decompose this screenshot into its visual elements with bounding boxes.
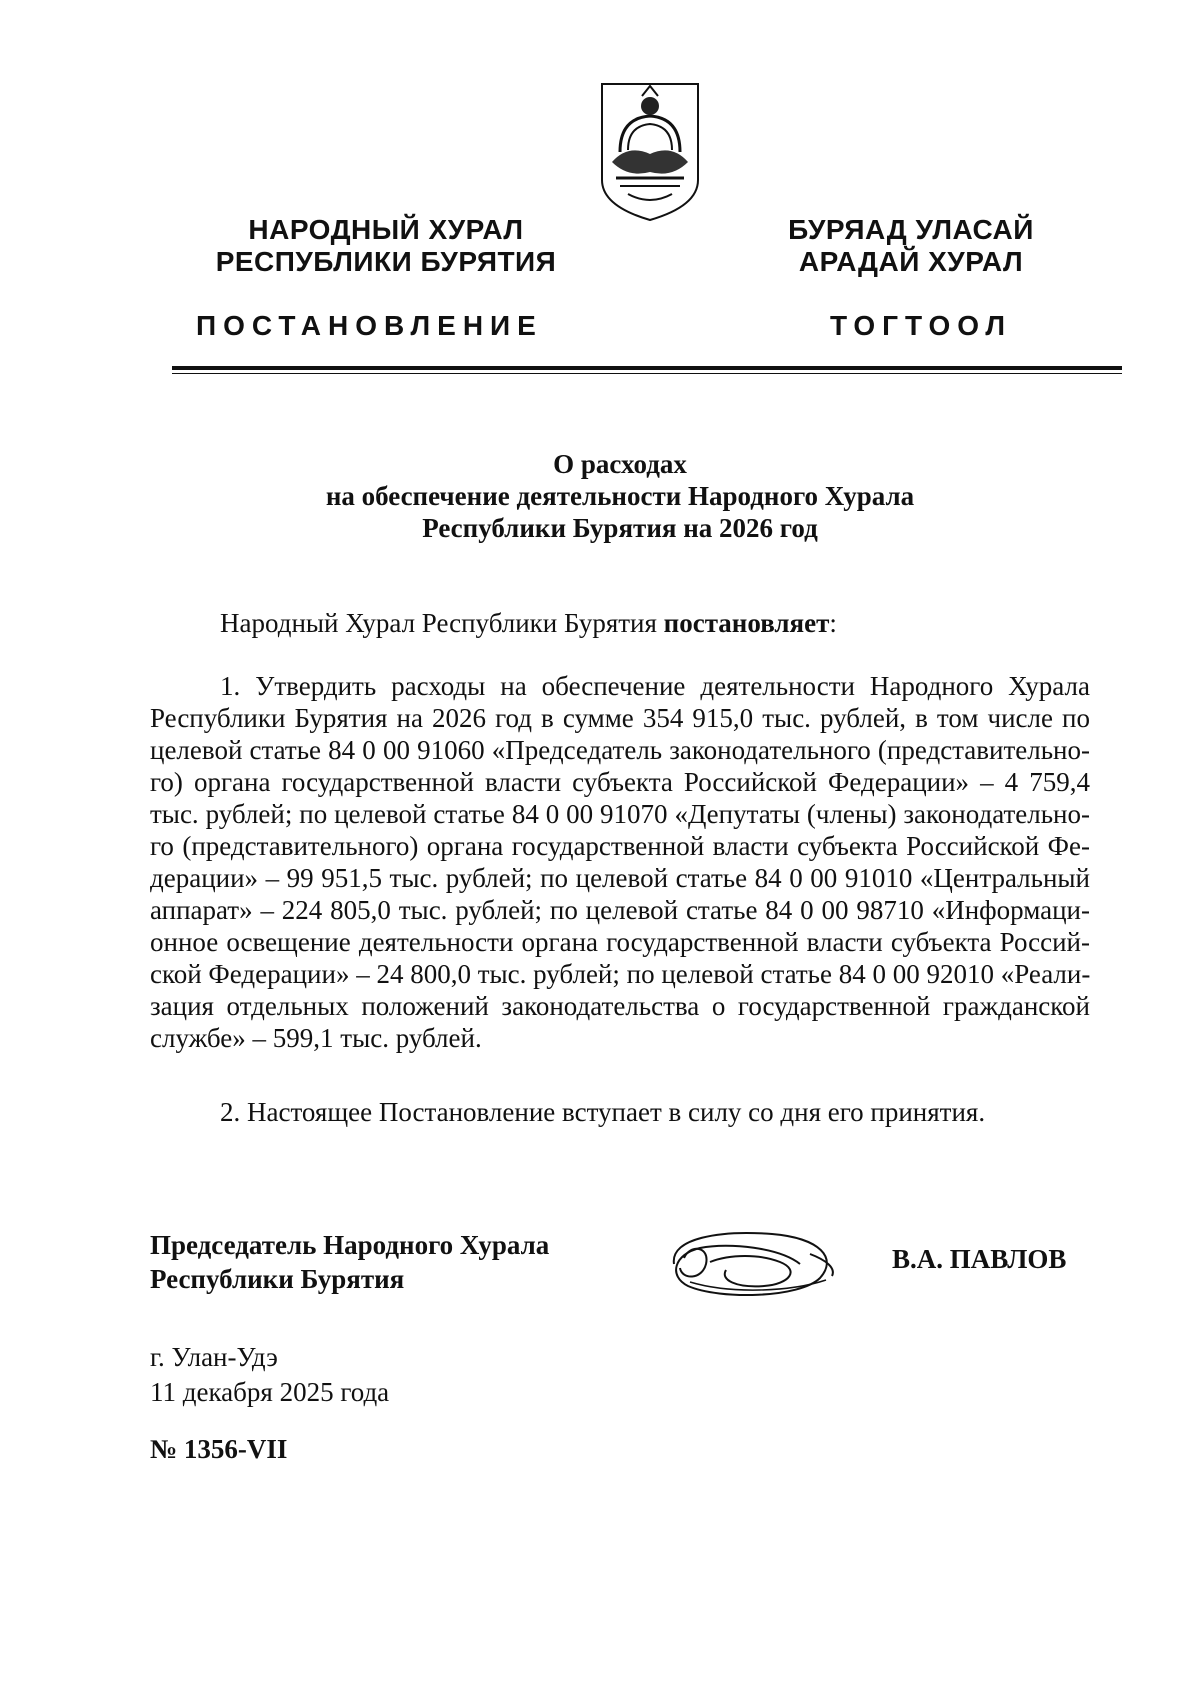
- paragraph-1-line: дерации» – 99 951,5 тыс. рублей; по целевой статье 84 0 00 91010 «Центральный: [150, 863, 1090, 893]
- title-line-2: на обеспечение деятельности Народного Хурала: [325, 481, 915, 511]
- header-right-org-name: [766, 214, 1056, 278]
- paragraph-1-line: онное освещение деятельности органа государственной власти субъекта Россий-: [150, 927, 1090, 957]
- signatory-title: [150, 1228, 549, 1296]
- intro-text: Народный Хурал Республики Бурятия: [220, 608, 657, 638]
- paragraph-1-line: зация отдельных положений законодательства о государственной гражданской: [150, 991, 1090, 1021]
- intro-colon: :: [829, 608, 837, 638]
- coat-of-arms-icon: [598, 82, 702, 222]
- title-line-3: Республики Бурятия на 2026 год: [422, 513, 818, 543]
- intro-keyword: постановляет: [663, 608, 830, 638]
- signatory-name: В.А. ПАВЛОВ: [892, 1244, 1067, 1274]
- document-number: № 1356-VII: [150, 1434, 288, 1464]
- paragraph-1-line: Республики Бурятия на 2026 год в сумме 354 915,0 тыс. рублей, в том числе по: [150, 703, 1090, 733]
- paragraph-2: 2. Настоящее Постановление вступает в силу со дня его принятия.: [220, 1097, 986, 1127]
- header-left-org-name: [196, 214, 576, 278]
- header-right-line-1: БУРЯАД УЛАСАЙ: [788, 214, 1034, 245]
- header-left-line-2: РЕСПУБЛИКИ БУРЯТИЯ: [215, 246, 557, 277]
- paragraph-1-line: службе» – 599,1 тыс. рублей.: [150, 1023, 482, 1053]
- signatory-title-line-2: Республики Бурятия: [150, 1264, 405, 1294]
- header-divider-thin: [172, 373, 1122, 374]
- header-divider-thick: [172, 366, 1122, 370]
- signatory-title-line-1: Председатель Народного Хурала: [150, 1230, 550, 1260]
- paragraph-1-line: 1. Утвердить расходы на обеспечение деятельности Народного Хурала: [220, 671, 1090, 701]
- paragraph-1-line: го (представительного) органа государственной власти субъекта Российской Фе-: [150, 831, 1090, 861]
- doc-type-russian: ПОСТАНОВЛЕНИЕ: [196, 310, 543, 341]
- paragraph-1-line: ской Федерации» – 24 800,0 тыс. рублей; по целевой статье 84 0 00 92010 «Реали-: [150, 959, 1091, 989]
- title-line-1: О расходах: [553, 449, 687, 479]
- handwritten-signature-icon: [660, 1224, 842, 1300]
- paragraph-1-line: го) органа государственной власти субъекта Российской Федерации» – 4 759,4: [150, 767, 1090, 797]
- header-left-line-1: НАРОДНЫЙ ХУРАЛ: [248, 214, 524, 245]
- city: г. Улан-Удэ: [150, 1342, 278, 1372]
- paragraph-1-line: тыс. рублей; по целевой статье 84 0 00 91070 «Депутаты (члены) законодательно-: [150, 799, 1090, 829]
- date: 11 декабря 2025 года: [150, 1377, 390, 1407]
- document-title: [200, 448, 1040, 544]
- paragraph-1-line: аппарат» – 224 805,0 тыс. рублей; по целевой статье 84 0 00 98710 «Информаци-: [150, 895, 1090, 925]
- paragraph-1-line: целевой статье 84 0 00 91060 «Председатель законодательного (представительно-: [150, 735, 1090, 765]
- place-and-date: [150, 1340, 389, 1410]
- intro-sentence: [220, 607, 837, 639]
- header-right-line-2: АРАДАЙ ХУРАЛ: [798, 246, 1024, 277]
- doc-type-buryat: ТОГТООЛ: [830, 310, 1012, 341]
- paragraph-1: [150, 670, 1090, 1054]
